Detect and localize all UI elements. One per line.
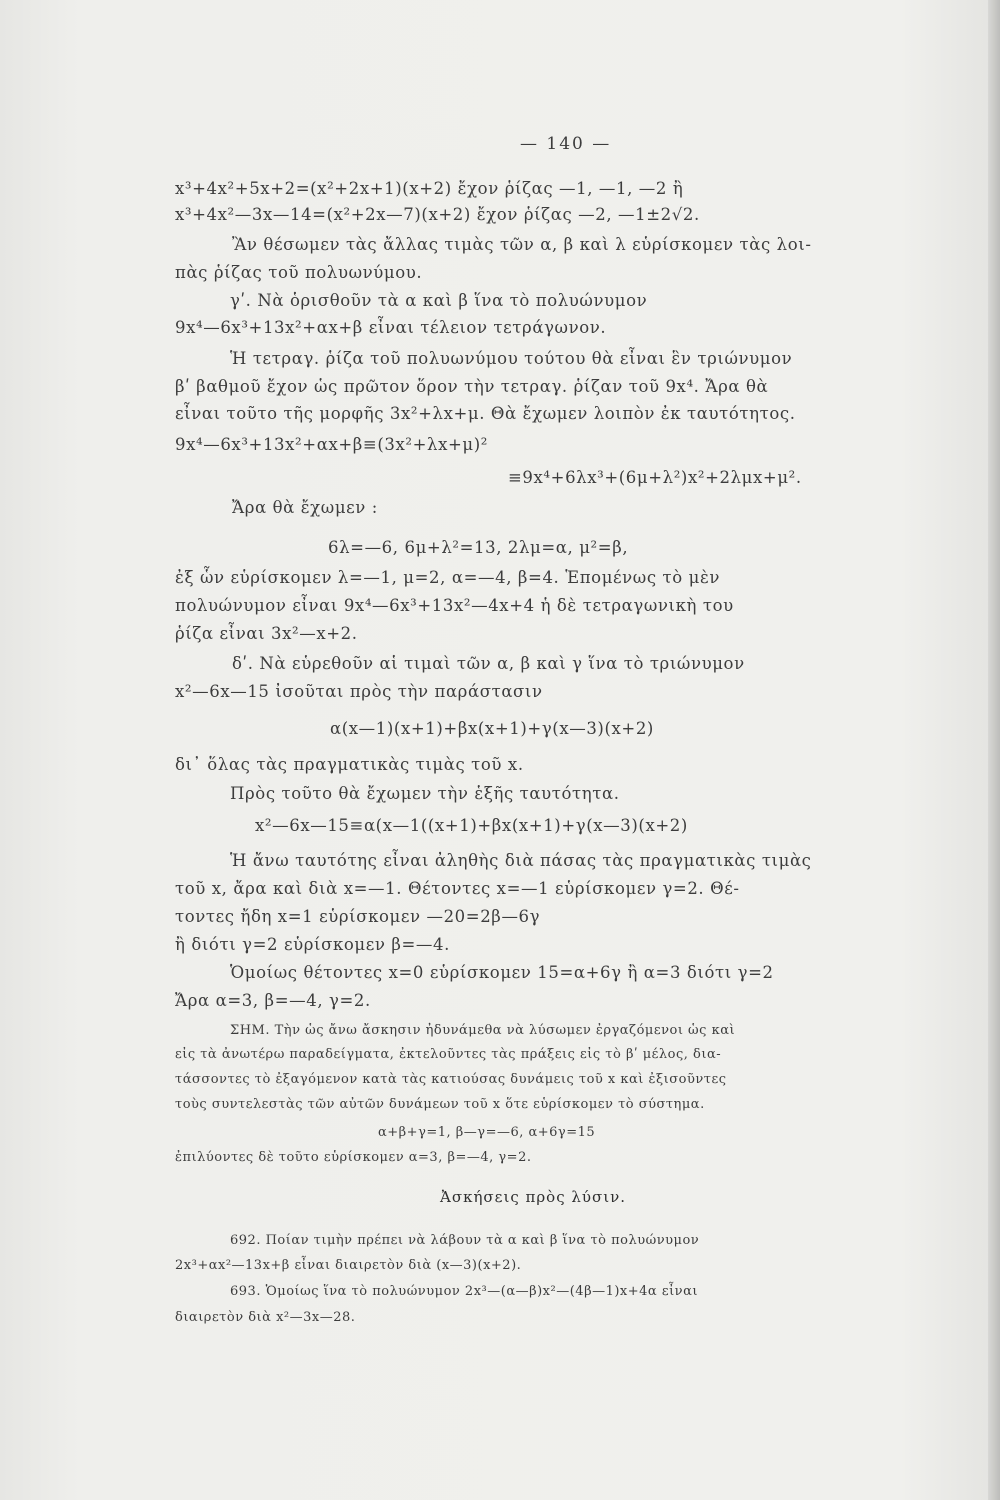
exercise-line: 2x³+αx²—13x+β εἶναι διαιρετὸν διὰ (x—3)(x+2). [175,1258,522,1273]
text-line: Ἂν θέσωμεν τὰς ἄλλας τιμὰς τῶν α, β καὶ λ εὑρίσκομεν τὰς λοι- [232,235,812,254]
text-line: πὰς ῥίζας τοῦ πολυωνύμου. [175,263,423,282]
text-line: εἶναι τοῦτο τῆς μορφῆς 3x²+λx+μ. Θὰ ἔχωμεν λοιπὸν ἐκ ταυτότητος. [175,404,796,423]
note-line: α+β+γ=1, β—γ=—6, α+6γ=15 [378,1125,596,1140]
text-line: Ἡ τετραγ. ῥίζα τοῦ πολυωνύμου τούτου θὰ εἶναι ἓν τριώνυμον [230,349,793,368]
text-line: πολυώνυμον εἶναι 9x⁴—6x³+13x²—4x+4 ἡ δὲ τετραγωνικὴ του [175,596,734,615]
exercise-line: 692. Ποίαν τιμὴν πρέπει νὰ λάβουν τὰ α καὶ β ἵνα τὸ πολυώνυμον [230,1233,700,1248]
text-line: Ἄρα θὰ ἔχωμεν : [232,498,378,517]
page-edge-shadow [988,0,1000,1500]
exercise-line: διαιρετὸν διὰ x²—3x—28. [175,1310,356,1325]
text-line: ῥίζα εἶναι 3x²—x+2. [175,624,358,643]
text-line: 6λ=—6, 6μ+λ²=13, 2λμ=α, μ²=β, [328,538,629,557]
text-line: x²—6x—15 ἰσοῦται πρὸς τὴν παράστασιν [175,682,543,701]
text-line: α(x—1)(x+1)+βx(x+1)+γ(x—3)(x+2) [330,719,654,738]
text-line: δι᾽ ὅλας τὰς πραγματικὰς τιμὰς τοῦ x. [175,755,524,774]
text-line: 9x⁴—6x³+13x²+αx+β εἶναι τέλειον τετράγωνον. [175,318,607,337]
note-line: ΣΗΜ. Τὴν ὡς ἄνω ἄσκησιν ἠδυνάμεθα νὰ λύσωμεν ἐργαζόμενοι ὡς καὶ [230,1023,736,1038]
text-line: 9x⁴—6x³+13x²+αx+β≡(3x²+λx+μ)² [175,435,488,454]
text-line: τοῦ x, ἄρα καὶ διὰ x=—1. Θέτοντες x=—1 εὑρίσκομεν γ=2. Θέ- [175,879,740,898]
exercise-line: 693. Ὁμοίως ἵνα τὸ πολυώνυμον 2x³—(α—β)x²—(4β—1)x+4α εἶναι [230,1284,698,1299]
text-line: βʹ βαθμοῦ ἔχον ὡς πρῶτον ὅρον τὴν τετραγ. ῥίζαν τοῦ 9x⁴. Ἄρα θὰ [175,377,769,396]
note-line: εἰς τὰ ἀνωτέρω παραδείγματα, ἐκτελοῦντες τὰς πράξεις εἰς τὸ βʹ μέλος, δια- [175,1047,722,1062]
text-line: Ἄρα α=3, β=—4, γ=2. [175,991,371,1010]
text-line: ≡9x⁴+6λx³+(6μ+λ²)x²+2λμx+μ². [508,468,802,487]
text-line: x³+4x²—3x—14=(x²+2x—7)(x+2) ἔχον ῥίζας —2, —1±2√2. [175,205,700,224]
exercises-heading: Ἀσκήσεις πρὸς λύσιν. [440,1188,627,1206]
note-line: τοὺς συντελεστὰς τῶν αὐτῶν δυνάμεων τοῦ x ὅτε εὑρίσκομεν τὸ σύστημα. [175,1097,705,1112]
note-line: ἐπιλύοντες δὲ τοῦτο εὑρίσκομεν α=3, β=—4, γ=2. [175,1150,532,1165]
text-line: ἐξ ὧν εὑρίσκομεν λ=—1, μ=2, α=—4, β=4. Ἑπομένως τὸ μὲν [175,568,721,587]
text-line: Ἡ ἄνω ταυτότης εἶναι ἀληθὴς διὰ πάσας τὰς πραγματικὰς τιμὰς [230,851,812,870]
text-line: x³+4x²+5x+2=(x²+2x+1)(x+2) ἔχον ῥίζας —1, —1, —2 ἢ [175,179,684,198]
page-number: — 140 — [520,134,612,154]
text-line: Πρὸς τοῦτο θὰ ἔχωμεν τὴν ἑξῆς ταυτότητα. [230,784,620,803]
text-line: x²—6x—15≡α(x—1((x+1)+βx(x+1)+γ(x—3)(x+2) [255,816,688,835]
text-line: γʹ. Νὰ ὁρισθοῦν τὰ α καὶ β ἵνα τὸ πολυώνυμον [230,291,648,310]
text-line: τοντες ἤδη x=1 εὑρίσκομεν —20=2β—6γ [175,907,541,926]
note-line: τάσσοντες τὸ ἐξαγόμενον κατὰ τὰς κατιούσας δυνάμεις τοῦ x καὶ ἐξισοῦντες [175,1072,727,1087]
text-line: ἢ διότι γ=2 εὑρίσκομεν β=—4. [175,935,450,954]
text-line: Ὁμοίως θέτοντες x=0 εὑρίσκομεν 15=α+6γ ἢ α=3 διότι γ=2 [230,963,774,982]
text-line: δʹ. Νὰ εὑρεθοῦν αἱ τιμαὶ τῶν α, β καὶ γ ἵνα τὸ τριώνυμον [232,654,745,673]
